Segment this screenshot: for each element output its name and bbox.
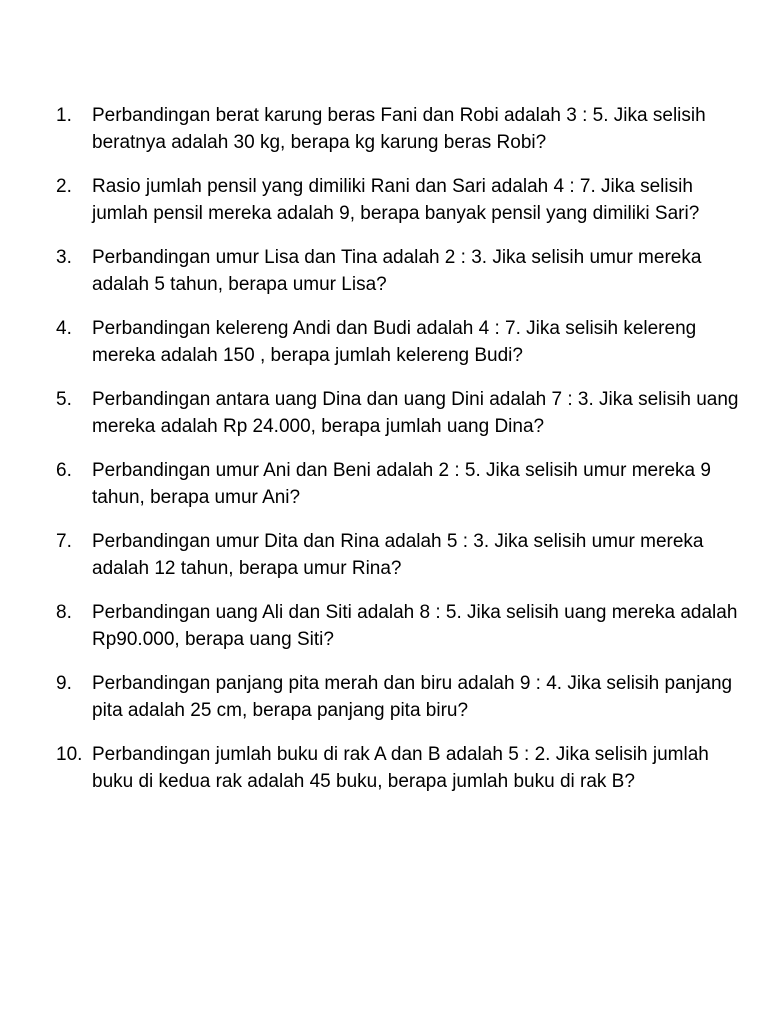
question-text: Perbandingan antara uang Dina dan uang Dini adalah 7 : 3. Jika selisih uang mereka adalah Rp 24.000, berapa jumlah uang Dina? xyxy=(92,389,739,437)
question-number: 10. xyxy=(56,744,83,765)
question-text: Perbandingan umur Dita dan Rina adalah 5 : 3. Jika selisih umur mereka adalah 12 tahun, berapa umur Rina? xyxy=(92,531,704,579)
question-list xyxy=(56,102,746,812)
question-number: 6. xyxy=(56,460,72,481)
question-number: 5. xyxy=(56,389,72,410)
question-number: 1. xyxy=(56,105,72,126)
question-text: Perbandingan umur Ani dan Beni adalah 2 : 5. Jika selisih umur mereka 9 tahun, berapa umur Ani? xyxy=(92,460,711,508)
question-number: 9. xyxy=(56,673,72,694)
question-text: Perbandingan kelereng Andi dan Budi adalah 4 : 7. Jika selisih kelereng mereka adalah 150 , berapa jumlah kelereng Budi? xyxy=(92,318,697,366)
question-number: 2. xyxy=(56,176,72,197)
question-text: Perbandingan berat karung beras Fani dan Robi adalah 3 : 5. Jika selisih beratnya adalah 30 kg, berapa kg karung beras Robi? xyxy=(92,105,706,153)
question-text: Rasio jumlah pensil yang dimiliki Rani dan Sari adalah 4 : 7. Jika selisih jumlah pensil mereka adalah 9, berapa banyak pensil yang dimiliki Sari? xyxy=(92,176,700,224)
question-number: 3. xyxy=(56,247,72,268)
question-item-7 xyxy=(56,528,746,582)
question-item-1 xyxy=(56,102,746,156)
question-item-8 xyxy=(56,599,746,653)
question-item-3 xyxy=(56,244,746,298)
question-number: 7. xyxy=(56,531,72,552)
question-item-10 xyxy=(56,741,746,795)
question-number: 8. xyxy=(56,602,72,623)
question-text: Perbandingan umur Lisa dan Tina adalah 2 : 3. Jika selisih umur mereka adalah 5 tahun, berapa umur Lisa? xyxy=(92,247,702,295)
question-item-9 xyxy=(56,670,746,724)
question-text: Perbandingan panjang pita merah dan biru adalah 9 : 4. Jika selisih panjang pita adalah 25 cm, berapa panjang pita biru? xyxy=(92,673,733,721)
question-text: Perbandingan jumlah buku di rak A dan B adalah 5 : 2. Jika selisih jumlah buku di kedua rak adalah 45 buku, berapa jumlah buku di rak B? xyxy=(92,744,709,792)
question-item-4 xyxy=(56,315,746,369)
question-item-5 xyxy=(56,386,746,440)
question-text: Perbandingan uang Ali dan Siti adalah 8 : 5. Jika selisih uang mereka adalah Rp90.000, berapa uang Siti? xyxy=(92,602,738,650)
question-item-2 xyxy=(56,173,746,227)
question-number: 4. xyxy=(56,318,72,339)
question-item-6 xyxy=(56,457,746,511)
